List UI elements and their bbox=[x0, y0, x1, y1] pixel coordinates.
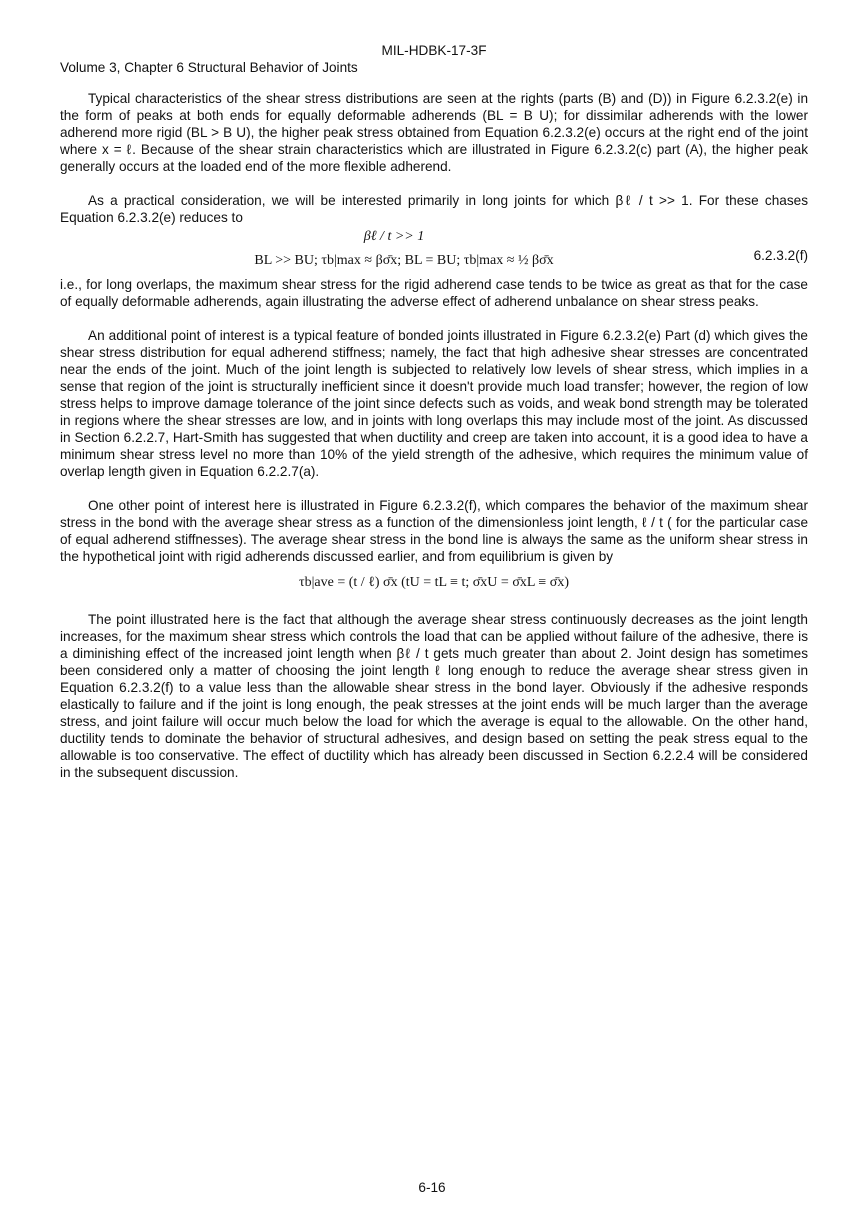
paragraph-4: An additional point of interest is a typical feature of bonded joints illustrated in Figure 6.2.3.2(e) Part (d) which gives the shear stress distribution for equal adherend stiffness; namely, the fact that high adhesive shear stresses are concentrated near the ends of the joint. Much of the joint length is subjected to relatively low levels of shear stress, which implies in a sense that region of the joint is structurally inefficient since it doesn't provide much load transfer; however, the region of low stress helps to improve damage tolerance of the joint since defects such as voids, and weak bond strength may be tolerated in regions where the shear stresses are low, and in joints with long overlaps this may include most of the joint. As discussed in Section 6.2.2.7, Hart-Smith has suggested that when ductility and creep are taken into account, it is a good idea to have a minimum shear stress level no more than 10% of the yield strength of the adhesive, which requires the minimum value of overlap length given in Equation 6.2.2.7(a). bbox=[60, 328, 808, 479]
chapter-heading: Volume 3, Chapter 6 Structural Behavior of Joints bbox=[60, 60, 358, 75]
paragraph-5: One other point of interest here is illustrated in Figure 6.2.3.2(f), which compares the behavior of the maximum shear stress in the bond with the average shear stress as a function of the dimensionless joint length, ℓ / t ( for the particular case of equal adherend stiffnesses). The average shear stress in the bond line is always the same as the uniform shear stress in the hypothetical joint with rigid adherends discussed earlier, and from equilibrium is given by bbox=[60, 498, 808, 564]
paragraph-2: As a practical consideration, we will be interested primarily in long joints for which βℓ / t >> 1. For these chases Equation 6.2.3.2(e) reduces to bbox=[60, 193, 808, 225]
equation-number: 6.2.3.2(f) bbox=[753, 248, 808, 263]
paragraph-3: i.e., for long overlaps, the maximum shear stress for the rigid adherend case tends to be twice as great as that for the case of equally deformable adherends, again illustrating the adverse effect of adherend unbalance on shear stress peaks. bbox=[60, 277, 808, 309]
equation-condition: βℓ / t >> 1 bbox=[363, 229, 425, 244]
document-page bbox=[60, 42, 808, 795]
document-id: MIL-HDBK-17-3F bbox=[381, 43, 487, 58]
paragraph-6: The point illustrated here is the fact that although the average shear stress continuously decreases as the joint length increases, for the maximum shear stress which controls the load that can be applied without failure of the adhesive, there is a diminishing effect of the increased joint length when βℓ / t gets much greater than about 2. Joint design has sometimes been considered only a matter of choosing the joint length ℓ long enough to reduce the average shear stress given in Equation 6.2.3.2(f) to a value less than the allowable shear stress in the bond layer. Obviously if the adhesive responds elastically to failure and if the joint is long enough, the peak stresses at the joint ends will be much larger than the average stress, and joint failure will occur much below the load for which the average is equal to the allowable. On the other hand, ductility tends to dominate the behavior of structural adhesives, and design based on setting the peak stress equal to the allowable is too conservative. The effect of ductility which has already been discussed in Section 6.2.2.4 will be considered in the subsequent discussion. bbox=[60, 612, 808, 780]
equation-main: BL >> BU; τb|max ≈ βσ̄x; BL = BU; τb|max ≈ ½ βσ̄x bbox=[254, 253, 554, 268]
equation-f bbox=[60, 228, 808, 276]
page-number: 6-16 bbox=[418, 1180, 446, 1195]
equation-average-stress: τb|ave = (t / ℓ) σ̄x (tU = tL ≡ t; σ̄xU = σ̄xL ≡ σ̄x) bbox=[299, 575, 569, 590]
paragraph-1: Typical characteristics of the shear stress distributions are seen at the rights (parts (B) and (D)) in Figure 6.2.3.2(e) in the form of peaks at both ends for equally deformable adherends (BL = B U); for dissimilar adherends with the lower adherend more rigid (BL > B U), the higher peak stress obtained from Equation 6.2.3.2(e) occurs at the right end of the joint where x = ℓ. Because of the shear strain characteristics which are illustrated in Figure 6.2.3.2(c) part (A), the higher peak generally occurs at the loaded end of the more flexible adherend. bbox=[60, 91, 808, 174]
